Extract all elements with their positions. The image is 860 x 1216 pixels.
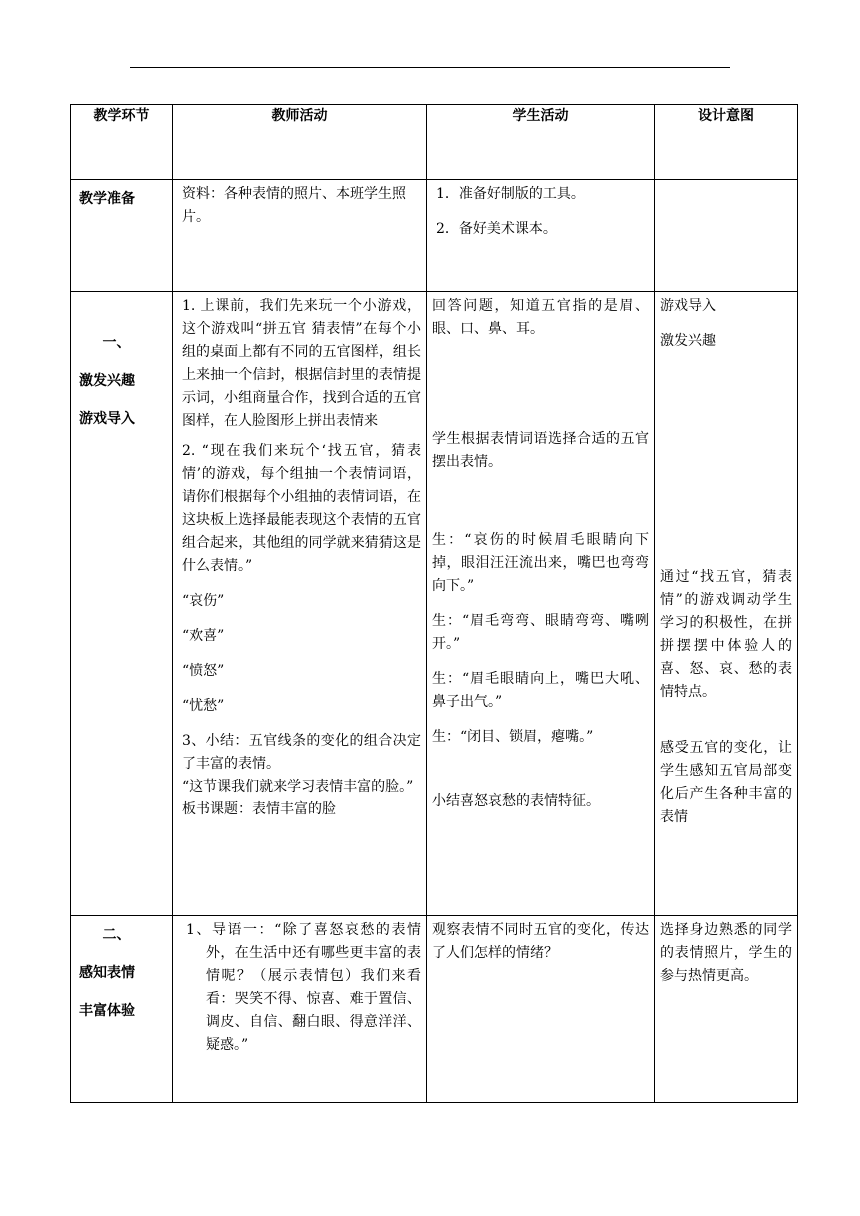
student-cell [427,180,655,292]
header-rule [130,67,730,68]
header-stage: 教学环节 [71,105,173,180]
student-text: 观察表情不同时五官的变化，传达了人们怎样的情绪？ [432,922,649,961]
student-text: 小结喜怒哀愁的表情特征。 [432,793,600,809]
student-text: 生：“闭目、锁眉，瘪嘴。” [432,729,594,745]
teacher-cell [173,916,427,1103]
student-cell [427,916,655,1103]
student-text: 1．准备好制版的工具。 [436,186,585,202]
header-student-activity: 学生活动 [427,105,655,180]
stage-cell [71,180,173,292]
intent-text: 通过“找五官，猜表情”的游戏调动学生学习的积极性，在拼拼摆摆中体验人的喜、怒、哀、愁的表情特点。 [660,569,792,700]
teacher-text: 1. 上课前，我们先来玩一个小游戏，这个游戏叫“拼五官 猜表情”在每个小组的桌面上都有不同的五官图样，组长上来抽一个信封，根据信封里的表情提示词，小组商量合作，找到合适的五官图样，在人脸图形上拼出表情来 [182,298,421,429]
table-header-row [71,105,798,180]
intent-text: 选择身边熟悉的同学的表情照片，学生的参与热情更高。 [660,922,792,984]
intent-cell [655,292,798,916]
teacher-text: 2. “现在我们来玩个‘找五官，猜表情’的游戏，每个组抽一个表情词语，请你们根据每个小组抽的表情词语，在这块板上选择最能表现这个表情的五官组合起来，其他组的同学就来猜猜这是什么表情。” [182,443,421,574]
table-row-preparation [71,180,798,292]
student-text: 2．备好美术课本。 [436,221,557,237]
student-text: 回答问题，知道五官指的是眉、眼、口、鼻、耳。 [432,298,649,337]
header-teacher-activity: 教师活动 [173,105,427,180]
teacher-text: “愤怒” [182,663,225,679]
table-row-stage-one [71,292,798,916]
stage-label: 丰富体验 [79,1003,135,1019]
lesson-plan-table [70,104,798,1103]
teacher-text: “这节课我们就来学习表情丰富的脸。” [182,779,414,795]
teacher-text: 资料：各种表情的照片、本班学生照片。 [182,186,406,225]
table-row-stage-two [71,916,798,1103]
stage-label: 教学准备 [79,191,135,207]
student-text: 学生根据表情词语选择合适的五官摆出表情。 [432,431,649,470]
header-design-intent: 设计意图 [655,105,798,180]
intent-cell [655,180,798,292]
intent-text: 感受五官的变化，让学生感知五官局部变化后产生各种丰富的表情 [660,740,792,825]
stage-label: 游戏导入 [79,411,135,427]
teacher-text: “忧愁” [182,698,225,714]
stage-cell [71,916,173,1103]
teacher-text: “哀伤” [182,593,225,609]
stage-label: 感知表情 [79,965,135,981]
intent-cell [655,916,798,1103]
teacher-text: “欢喜” [182,628,225,644]
intent-text: 激发兴趣 [660,333,716,349]
stage-label: 一、 [102,335,131,351]
student-text: 生：“眉毛眼睛向上，嘴巴大吼、鼻子出气。” [432,671,649,710]
intent-text: 游戏导入 [660,298,716,314]
stage-label: 二、 [102,927,131,943]
student-text: 生：“眉毛弯弯、眼睛弯弯、嘴咧开。” [432,613,649,652]
teacher-cell [173,292,427,916]
student-cell [427,292,655,916]
student-text: 生：“哀伤的时候眉毛眼睛向下掉，眼泪汪汪流出来，嘴巴也弯弯向下。” [432,532,649,594]
teacher-text: 板书课题：表情丰富的脸 [182,801,336,817]
teacher-cell [173,180,427,292]
teacher-text: 1、导语一：“除了喜怒哀愁的表情外，在生活中还有哪些更丰富的表情呢？（展示表情包）我们来看看：哭笑不得、惊喜、难于置信、调皮、自信、翻白眼、得意洋洋、疑惑。” [186,922,421,1053]
stage-cell [71,292,173,916]
teacher-text: 3、小结：五官线条的变化的组合决定了丰富的表情。 [182,733,421,772]
stage-label: 激发兴趣 [79,373,135,389]
